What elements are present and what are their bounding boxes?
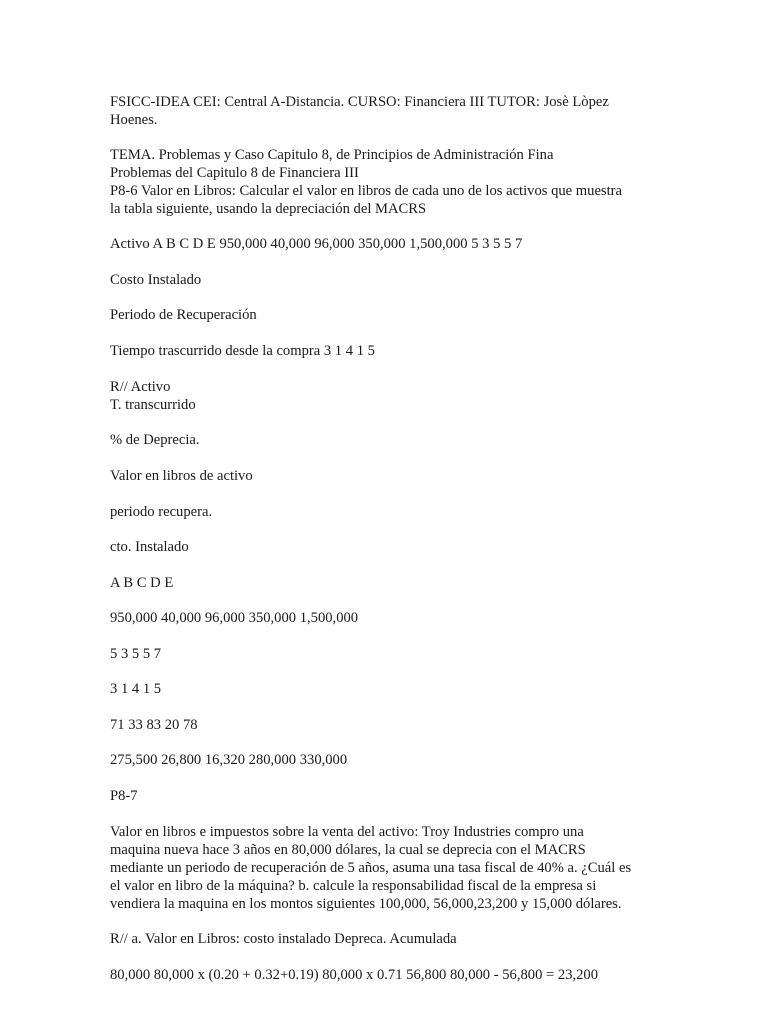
answer-transcurrido: T. transcurrido (110, 397, 196, 413)
p87-paragraph-line-2: maquina nueva hace 3 años en 80,000 dólares, la cual se deprecia con el MACRS (110, 842, 586, 858)
topic-line-2: Problemas del Capitulo 8 de Financiera III (110, 165, 359, 181)
row-elapsed: 3 1 4 1 5 (110, 681, 162, 697)
p87-paragraph-line-4: el valor en libro de la máquina? b. calcule la responsabilidad fiscal de la empresa si (110, 878, 597, 894)
p87-calculation: 80,000 80,000 x (0.20 + 0.32+0.19) 80,000 x 0.71 56,800 80,000 - 56,800 = 23,200 (110, 967, 599, 983)
row-letters: A B C D E (110, 575, 174, 591)
row-percent: 71 33 83 20 78 (110, 717, 198, 733)
p87-paragraph-line-3: mediante un periodo de recuperación de 5 años, asuma una tasa fiscal de 40% a. ¿Cuál es (110, 860, 632, 876)
cto-instalado-label: cto. Instalado (110, 539, 189, 555)
valor-libros-label: Valor en libros de activo (110, 468, 253, 484)
p87-paragraph-line-5: vendiera la maquina en los montos siguientes 100,000, 56,000,23,200 y 15,000 dólares. (110, 896, 622, 912)
p87-answer-a: R// a. Valor en Libros: costo instalado Depreca. Acumulada (110, 931, 457, 947)
periodo-recuperacion-label: Periodo de Recuperación (110, 307, 257, 323)
row-book-value: 275,500 26,800 16,320 280,000 330,000 (110, 752, 348, 768)
tiempo-trascurrido-row: Tiempo trascurrido desde la compra 3 1 4 1 5 (110, 343, 375, 359)
topic-line-3: P8-6 Valor en Libros: Calcular el valor en libros de cada uno de los activos que muestra (110, 183, 622, 199)
row-periods: 5 3 5 5 7 (110, 646, 162, 662)
answer-activo: R// Activo (110, 379, 171, 395)
topic-line-1: TEMA. Problemas y Caso Capitulo 8, de Principios de Administración Fina (110, 147, 554, 163)
header-line-1: FSICC-IDEA CEI: Central A-Distancia. CURSO: Financiera III TUTOR: Josè Lòpez (110, 94, 609, 110)
header-line-2: Hoenes. (110, 112, 158, 128)
activo-row: Activo A B C D E 950,000 40,000 96,000 350,000 1,500,000 5 3 5 5 7 (110, 236, 523, 252)
row-costs: 950,000 40,000 96,000 350,000 1,500,000 (110, 610, 359, 626)
periodo-recupera-label: periodo recupera. (110, 504, 213, 520)
topic-line-4: la tabla siguiente, usando la depreciación del MACRS (110, 201, 427, 217)
p87-title: P8-7 (110, 788, 138, 804)
deprecia-label: % de Deprecia. (110, 432, 200, 448)
p87-paragraph-line-1: Valor en libros e impuestos sobre la venta del activo: Troy Industries compro una (110, 824, 584, 840)
costo-instalado-label: Costo Instalado (110, 272, 202, 288)
